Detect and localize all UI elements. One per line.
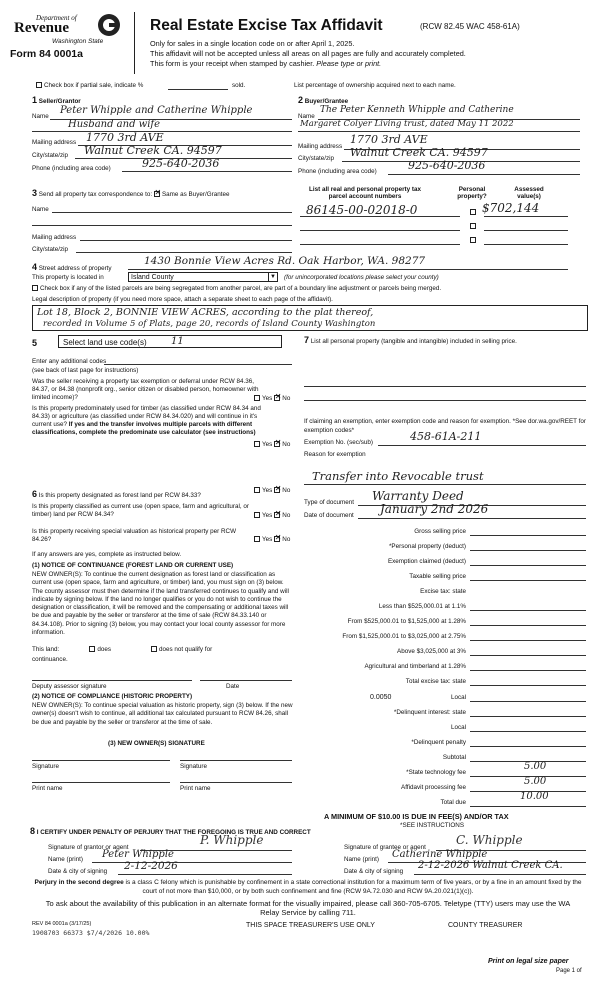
personal-property-line-2: [304, 392, 586, 401]
owner-sig-label-2: Signature: [180, 763, 207, 770]
parcel-line-2: [300, 222, 460, 231]
total-due-value[interactable]: 10.00: [520, 791, 549, 802]
calc-row-label: From $1,525,000.01 to $3,025,000 at 2.75%: [342, 633, 466, 640]
doc-type-label: Type of document: [304, 499, 355, 506]
sec3-city-label: City/state/zip: [32, 246, 69, 253]
calc-row-label: Above $3,025,000 at 3%: [397, 648, 466, 655]
total-due-label: Total due: [440, 799, 466, 806]
reason-label: Reason for exemption: [304, 451, 366, 458]
notice-3-heading: (3) NEW OWNER(S) SIGNATURE: [108, 740, 205, 747]
notice-2-heading: (2) NOTICE OF COMPLIANCE (HISTORIC PROPERTY): [32, 693, 193, 700]
grantee-date[interactable]: 2-12-2026 Walnut Creek CA.: [418, 860, 563, 871]
tech-fee-label: *State technology fee: [406, 769, 466, 776]
land-use-select[interactable]: [58, 335, 282, 348]
exemption-label: If claiming an exemption, enter exemption code and reason for exemption. *See dor.wa.gov/REET for exemption codes*: [304, 418, 587, 434]
street-address[interactable]: 1430 Bonnie View Acres Rd. Oak Harbor, WA. 98277: [144, 255, 426, 267]
header-divider: [134, 12, 135, 74]
assessed-line-2: [484, 222, 568, 231]
owner-print-line-2: [180, 774, 292, 783]
sec3-mail-label: Mailing address: [32, 234, 77, 241]
seller-mail-label: Mailing address: [32, 139, 77, 146]
deputy-sig-line: [32, 672, 192, 681]
owner-sig-label-1: Signature: [32, 763, 59, 770]
chevron-down-icon: ▼: [268, 273, 277, 282]
sold-text: sold.: [232, 82, 246, 89]
cashier-stamp: 1908703 66373 $7/4/2026 10.00%: [32, 929, 150, 937]
calc-row-label: Exemption claimed (deduct): [387, 558, 466, 565]
grantor-name[interactable]: Peter Whipple: [102, 849, 174, 860]
revision-text: REV 84 0001a (3/17/25): [32, 921, 92, 927]
seller-section: [30, 95, 292, 177]
exemption-no[interactable]: 458-61A-211: [410, 430, 482, 443]
buyer-name-2[interactable]: Margaret Colyer Living trust, dated May 11 2022: [300, 119, 514, 129]
county-select[interactable]: [128, 272, 278, 282]
buyer-city[interactable]: Walnut Creek CA. 94597: [350, 146, 488, 159]
subtitle-2: This affidavit will not be accepted unless all areas on all pages are fully and accurately completed.: [150, 49, 466, 58]
q2-yes-checkbox[interactable]: [254, 441, 260, 447]
sec3-name-line: [52, 204, 292, 213]
owner-sig-line-1: [32, 752, 170, 761]
grantor-signature[interactable]: P. Whipple: [200, 833, 264, 847]
form-statute: (RCW 82.45 WAC 458-61A): [420, 22, 520, 31]
grantor-sig-label: Signature of grantor or agent: [48, 844, 129, 851]
owner-sig-line-2: [180, 752, 292, 761]
calc-row-label: Taxable selling price: [409, 573, 466, 580]
seller-mail[interactable]: 1770 3rd AVE: [86, 131, 164, 144]
located-label: This property is located in: [32, 274, 104, 281]
sec3-mail-line: [80, 232, 292, 241]
personal-checkbox-1[interactable]: [470, 209, 478, 216]
segregate-checkbox[interactable]: [32, 285, 38, 291]
street-label: 4 Street address of property: [32, 262, 112, 272]
buyer-name-label: Name: [298, 113, 315, 120]
calc-row-label: Gross selling price: [414, 528, 466, 535]
legal-paper-note: Print on legal size paper: [488, 958, 569, 965]
county-value: Island County: [131, 274, 174, 281]
grantee-date-label: Date & city of signing: [344, 868, 404, 875]
q2-yes-no: Yes✕ No: [254, 441, 290, 448]
subtitle-3: This form is your receipt when stamped by cashier. Please type or print.: [150, 59, 382, 68]
proc-fee-label: Affidavit processing fee: [401, 784, 466, 791]
form-number: Form 84 0001a: [10, 48, 83, 60]
q5-yes-no: Yes✕ No: [254, 536, 290, 543]
parcel-number[interactable]: 86145-00-02018-0: [306, 203, 418, 217]
additional-codes-line: [104, 356, 292, 365]
sec3-name-line-2: [32, 217, 292, 226]
same-as-buyer-checkbox[interactable]: [154, 191, 160, 197]
seller-phone[interactable]: 925-640-2036: [142, 157, 220, 170]
reason-value[interactable]: Transfer into Revocable trust: [312, 469, 484, 483]
q4-yes-no: Yes✕ No: [254, 512, 290, 519]
buyer-mail[interactable]: 1770 3rd AVE: [350, 133, 428, 146]
seller-heading: Seller/Grantor: [38, 98, 81, 105]
seller-name-1[interactable]: Peter Whipple and Catherine Whipple: [60, 105, 253, 116]
timber-question: Is this property predominately used for timber (as classified under RCW 84.34 and 84.33) or agriculture (as classified under RCW 84.34.020) and will continue in it's current use? If yes and the transfer involves multiple parcels with different classifications, complete the predominate use calculator (see instructions): [32, 405, 261, 436]
section-number: 1: [32, 95, 38, 105]
q5-no-checkbox[interactable]: [274, 536, 280, 542]
forest-question: 6 Is this property designated as forest land per RCW 84.33?: [32, 489, 201, 499]
does-not-checkbox[interactable]: [151, 646, 157, 652]
personal-col-header: Personal property?: [457, 186, 487, 200]
legal-line-2: recorded in Volume 5 of Plats, page 20, records of Island County Washington: [43, 319, 376, 329]
doc-type[interactable]: Warranty Deed: [372, 489, 464, 503]
exemption-question: Was the seller receiving a property tax exemption or deferral under RCW 84.36, 84.37, or 84.38 (nonprofit org., senior citizen or disabled person, homeowner with limited income)?: [32, 378, 259, 401]
q3-yes-checkbox[interactable]: [254, 487, 260, 493]
calc-row-label: Agricultural and timberland at 1.28%: [364, 663, 466, 670]
revenue-logo: [6, 10, 126, 58]
deputy-date-label: Date: [226, 683, 240, 690]
local-label-1: Local: [450, 694, 466, 701]
perjury-note: Perjury in the second degree is a class C felony which is punishable by confinement in a state correctional institution for a maximum term of five years, or by a fine in an amount fixed by the court of not more than $10,000, or by both such confinement and fine (RCW 9A.72.030 and RCW 9A.20.021(1)(c)).: [34, 879, 582, 895]
exemption-no-label: Exemption No. (sec/sub): [304, 439, 373, 446]
seller-name-label: Name: [32, 113, 49, 120]
historic-question: Is this property receiving special valuation as historical property per RCW 84.26?: [32, 528, 237, 543]
local-label-2: Local: [450, 724, 466, 731]
personal-checkbox-2[interactable]: [470, 223, 478, 230]
personal-property-line-1: [304, 378, 586, 387]
partial-sale-checkbox[interactable]: [36, 82, 42, 88]
seller-phone-label: Phone (including area code): [32, 165, 111, 172]
logo-mark-icon: [98, 14, 120, 36]
assessed-value[interactable]: $702,144: [482, 201, 540, 215]
legal-label: Legal description of property (if you need more space, attach a separate sheet to each page of the affidavit).: [32, 296, 333, 303]
delinquent-state-label: *Delinquent interest: state: [393, 709, 466, 716]
minimum-note: A MINIMUM OF $10.00 IS DUE IN FEE(S) AND/OR TAX: [324, 812, 509, 821]
current-use-question: Is this property classified as current use (open space, farm and agricultural, or timber) land per RCW 84.34?: [32, 503, 249, 518]
seller-city[interactable]: Walnut Creek CA. 94597: [84, 144, 222, 157]
q4-yes-checkbox[interactable]: [254, 512, 260, 518]
dept-text: Department of: [36, 14, 77, 22]
land-use-label: Select land use code(s): [63, 338, 147, 347]
tech-fee-value[interactable]: 5.00: [524, 761, 547, 772]
assessed-line-3: [484, 236, 568, 245]
owner-print-label-2: Print name: [180, 785, 211, 792]
unincorp-note: (for unincorporated locations please select your county): [284, 274, 439, 281]
additional-codes-label: Enter any additional codes: [32, 358, 107, 365]
buyer-name-1[interactable]: The Peter Kenneth Whipple and Catherine: [320, 105, 514, 115]
grantee-name-label: Name (print): [344, 856, 379, 863]
q3-no-checkbox[interactable]: [274, 487, 280, 493]
legal-description-box[interactable]: [32, 305, 588, 331]
see-instructions: *SEE INSTRUCTIONS: [400, 822, 465, 829]
assessed-col-header: Assessed value(s): [514, 186, 544, 200]
subtotal-label: Subtotal: [442, 754, 466, 761]
q4-no-checkbox[interactable]: [274, 512, 280, 518]
seller-city-label: City/state/zip: [32, 152, 69, 159]
treasurer-only-text: THIS SPACE TREASURER'S USE ONLY: [246, 922, 375, 929]
notice-1-body: NEW OWNER(S): To continue the current designation as forest land or classification as current use (open space, farm and agriculture, or timber) land, you must sign on (3) below. The county assessor must then determine if the land transferred continues to qualify and will indicate by signing below. If the land no longer qualifies or you do not wish to continue the designation or classification, it will be removed and the compensating or additional taxes will be due and payable by the seller or transferor at the time of sale (RCW 84.33.140 or 84.34.108). Prior to signing (3) below, you may contact your local county assessor for more information.: [32, 571, 289, 637]
grantor-date-label: Date & city of signing: [48, 868, 108, 875]
q3-yes-no: Yes✕ No: [254, 487, 290, 494]
sec3-name-label: Name: [32, 206, 49, 213]
section-number: 2: [298, 95, 304, 105]
grantor-name-label: Name (print): [48, 856, 83, 863]
sec3-label: 3 Send all property tax correspondence to: ✕ Same as Buyer/Grantee: [32, 188, 230, 198]
local-rate: 0.0050: [370, 694, 392, 701]
seller-name-2[interactable]: Husband and wife: [68, 119, 161, 130]
parcel-col-header: List all real and personal property tax parcel account numbers: [309, 186, 421, 200]
calc-row-label: From $525,000.01 to $1,525,000 at 1.28%: [347, 618, 466, 625]
calc-row-label: *Personal property (deduct): [388, 543, 466, 550]
form-title: Real Estate Excise Tax Affidavit: [150, 17, 383, 34]
legal-line-1: Lot 18, Block 2, BONNIE VIEW ACRES, according to the plat thereof,: [37, 307, 374, 318]
agency-text: Revenue: [14, 20, 69, 36]
deputy-date-line: [200, 672, 292, 681]
grantee-name[interactable]: Catherine Whipple: [392, 849, 488, 860]
calc-row-label: Total excise tax: state: [405, 678, 466, 685]
if-any-note: If any answers are yes, complete as instructed below.: [32, 551, 182, 558]
grantee-signature[interactable]: C. Whipple: [456, 833, 523, 847]
buyer-heading: Buyer/Grantee: [304, 98, 349, 105]
see-back-note: (see back of last page for instructions): [32, 367, 139, 374]
personal-property-label: 7 List all personal property (tangible and intangible) included in selling price.: [304, 335, 517, 345]
partial-pct-line: [168, 82, 228, 90]
ownership-note: List percentage of ownership acquired next to each name.: [294, 82, 456, 89]
grantor-date[interactable]: 2-12-2026: [124, 860, 178, 872]
subtitle-1: Only for sales in a single location code on or after April 1, 2025.: [150, 39, 355, 48]
calc-row-label: Excise tax: state: [420, 588, 466, 595]
q5-yes-checkbox[interactable]: [254, 536, 260, 542]
continuance-text: continuance.: [32, 656, 68, 663]
does-checkbox[interactable]: [89, 646, 95, 652]
parcel-line-3: [300, 236, 460, 245]
buyer-mail-label: Mailing address: [298, 143, 343, 150]
deputy-sig-label: Deputy assessor signature: [32, 683, 107, 690]
notice-1-heading: (1) NOTICE OF CONTINUANCE (FOREST LAND OR CURRENT USE): [32, 562, 234, 569]
partial-sale-row: Check box if partial sale, indicate %: [36, 82, 143, 89]
proc-fee-value[interactable]: 5.00: [524, 776, 547, 787]
buyer-section: [298, 95, 586, 177]
q2-no-checkbox[interactable]: [274, 441, 280, 447]
q1-yes-checkbox[interactable]: [254, 395, 260, 401]
calc-row-label: Less than $525,000.01 at 1.1%: [378, 603, 466, 610]
certify-heading: 8 I CERTIFY UNDER PENALTY OF PERJURY THAT THE FOREGOING IS TRUE AND CORRECT: [30, 826, 311, 836]
buyer-phone-label: Phone (including area code): [298, 168, 377, 175]
sec3-city-line: [76, 244, 292, 253]
alternate-format-note: To ask about the availability of this publication in an alternate format for the visually impaired, please call 360-705-6705. Teletype (TTY) users may use the WA Relay Service by calling 711.: [45, 899, 571, 917]
q1-yes-no: Yes✕ No: [254, 395, 290, 402]
doc-date-label: Date of document: [304, 512, 354, 519]
sec5-number: 5: [32, 338, 38, 348]
state-text: Washington State: [52, 38, 104, 45]
land-use-value: 11: [171, 336, 184, 347]
segregate-row: Check box if any of the listed parcels are being segregated from another parcel, are part of a boundary line adjustment or parcels being merged.: [32, 285, 441, 292]
doc-date[interactable]: January 2nd 2026: [380, 502, 489, 516]
this-land-row: This land: does does not qualify for: [32, 646, 213, 653]
personal-checkbox-3[interactable]: [470, 237, 478, 244]
buyer-city-label: City/state/zip: [298, 155, 335, 162]
buyer-phone[interactable]: 925-640-2036: [408, 159, 486, 172]
delinquent-penalty-label: *Delinquent penalty: [411, 739, 466, 746]
owner-print-label-1: Print name: [32, 785, 63, 792]
owner-print-line-1: [32, 774, 170, 783]
q1-no-checkbox[interactable]: [274, 395, 280, 401]
notice-2-body: NEW OWNER(S): To continue special valuation as historic property, sign (3) below. If the new owner(s) doesn't wish to continue, all additional tax calculated pursuant to RCW 84.26, shall be due and payable by the seller or transferor at the time of sale.: [32, 702, 293, 726]
grantee-sig-label: Signature of grantee or agent: [344, 844, 426, 851]
page-number: Page 1 of: [556, 968, 582, 974]
county-treasurer-text: COUNTY TREASURER: [448, 922, 523, 929]
